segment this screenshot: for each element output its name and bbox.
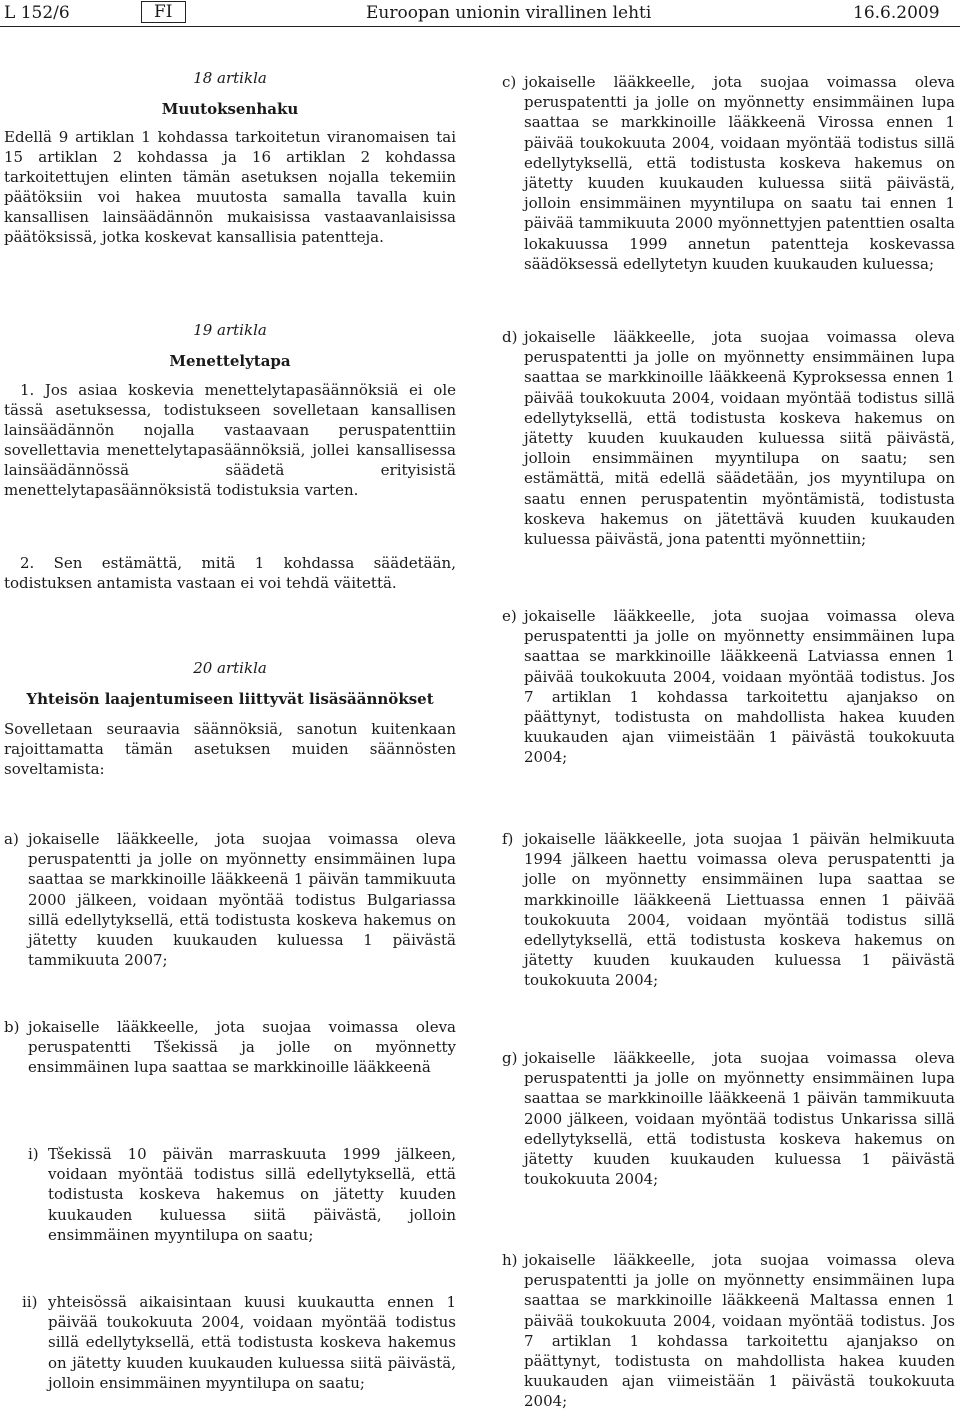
list-item-d (502, 327, 955, 549)
item-label: h) (502, 1251, 518, 1269)
item-label: d) (502, 328, 518, 346)
article-18-text: Edellä 9 artiklan 1 kohdassa tarkoitetun viranomaisen tai 15 artiklan 2 kohdassa ja 16 artiklan 2 kohdassa tarkoitettujen elinten tämän asetuksen nojalla tekemiin päätöksiin voi hakea muutosta samalla tavalla kuin kansallisen lainsäädännön mukaisissa vastaavanlaisissa päätöksissä, jotka koskevat kansallisia patentteja. (4, 128, 456, 246)
item-text: jokaiselle lääkkeelle, jota suojaa voimassa oleva peruspatentti ja jolle on myönnetty ensimmäinen lupa saattaa se markkinoille lääkkeenä 1 päivän tammikuuta 2000 jälkeen, voidaan myöntää todistus Bulgariassa sillä edellytyksellä, että todistusta koskeva hakemus on jätetty kuuden kuukauden kuluessa 1 päivästä tammikuuta 2007; (28, 830, 456, 970)
article-20-title: Yhteisön laajentumiseen liittyvät lisäsäännökset (26, 690, 434, 708)
article-20-intro: Sovelletaan seuraavia säännöksiä, sanotun kuitenkaan rajoittamatta tämän asetuksen muiden säännösten soveltamista: (4, 720, 456, 778)
item-label: e) (502, 607, 517, 625)
publication-date: 16.6.2009 (853, 3, 940, 23)
item-text: jokaiselle lääkkeelle, jota suojaa voimassa oleva peruspatentti ja jolle on myönnetty ensimmäinen lupa saattaa se markkinoille lääkkeenä Virossa ennen 1 päivää toukokuuta 2004, voidaan myöntää todistus sillä edellytyksellä, että todistusta koskeva hakemus on jätetty kuuden kuukauden kuluessa siitä päivästä, jolloin ensimmäinen myyntilupa on saatu tai ennen 1 päivää tammikuuta 2000 myönnettyjen patenttien osalta lokakuussa 1999 annetun patentteja koskevassa säädöksessä edellytetyn kuuden kuukauden kuluessa; (524, 73, 955, 273)
article-19-paragraph-2: 2. Sen estämättä, mitä 1 kohdassa säädetään, todistuksen antamista vastaan ei voi tehdä väitettä. (4, 554, 456, 592)
item-text: jokaiselle lääkkeelle, jota suojaa 1 päivän helmikuuta 1994 jälkeen haettu voimassa oleva peruspatentti ja jolle on myönnetty ensimmäinen lupa saattaa se markkinoille lääkkeenä Liettuassa ennen 1 päivää toukokuuta 2004, voidaan myöntää todistus sillä edellytyksellä, että todistusta koskeva hakemus on jätetty kuuden kuukauden kuluessa 1 päivästä toukokuuta 2004; (524, 830, 955, 990)
article-19-title: Menettelytapa (169, 352, 291, 370)
article-18-title: Muutoksenhaku (161, 100, 299, 118)
item-label: i) (28, 1145, 39, 1163)
article-19-paragraph-1: 1. Jos asiaa koskevia menettelytapasäännöksiä ei ole tässä asetuksessa, todistukseen sovelletaan kansallisen lainsäädännön nojalla vastaavaan peruspatenttiin sovellettavia menettelytapasäännöksiä, jollei kansallisessa lainsäädännössä säädetä erityisistä menettelytapasäännöksistä todistuksia varten. (4, 381, 456, 499)
item-label: b) (4, 1018, 20, 1036)
journal-title: Euroopan unionin virallinen lehti (366, 3, 652, 23)
item-label: c) (502, 73, 517, 91)
list-item-c (502, 72, 955, 274)
item-text: yhteisössä aikaisintaan kuusi kuukautta ennen 1 päivää toukokuuta 2004, voidaan myöntää todistus sillä edellytyksellä, että todistusta koskeva hakemus on jätetty kuuden kuukauden kuluessa siitä päivästä, jolloin ensimmäinen myyntilupa on saatu; (48, 1293, 456, 1392)
list-item-g (502, 1048, 955, 1189)
article-20-number: 20 artikla (193, 659, 267, 677)
item-label: a) (4, 830, 19, 848)
article-18-number: 18 artikla (193, 69, 267, 87)
item-text: jokaiselle lääkkeelle, jota suojaa voimassa oleva peruspatentti ja jolle on myönnetty ensimmäinen lupa saattaa se markkinoille lääkkeenä Kyproksessa ennen 1 päivää toukokuuta 2004, voidaan myöntää todistus sillä edellytyksellä, että todistusta koskeva hakemus on jätetty kuuden kuukauden kuluessa siitä päivästä, jolloin ensimmäinen myyntilupa on saatu; sen estämättä, mitä edellä säädetään, jos myyntilupa on saatu ennen peruspatentin myöntämistä, todistusta koskeva hakemus on jätettävä kuuden kuukauden kuluessa päivästä, jona patentti myönnettiin; (524, 328, 955, 549)
journal-header (0, 0, 960, 32)
list-item-h (502, 1250, 955, 1412)
item-label: f) (502, 830, 514, 848)
item-text: jokaiselle lääkkeelle, jota suojaa voimassa oleva peruspatentti ja jolle on myönnetty ensimmäinen lupa saattaa se markkinoille lääkkeenä Latviassa ennen 1 päivää toukokuuta 2004, voidaan myöntää todistus. Jos 7 artiklan 1 kohdassa tarkoitettu ajanjakso on päättynyt, todistusta on mahdollista hakea kuuden kuukauden ajan viimeistään 1 päivästä toukokuuta 2004; (524, 607, 955, 767)
list-item-f (502, 829, 955, 991)
list-item-b (4, 1017, 456, 1078)
item-label: ii) (22, 1293, 38, 1311)
list-item-e (502, 606, 955, 768)
list-item-b-ii (22, 1292, 456, 1393)
item-label: g) (502, 1049, 518, 1067)
header-rule (0, 26, 960, 27)
item-text: Tšekissä 10 päivän marraskuuta 1999 jälkeen, voidaan myöntää todistus sillä edellytyksellä, että todistusta koskeva hakemus on jätetty kuuden kuukauden kuluessa siitä päivästä, jolloin ensimmäinen myyntilupa on saatu; (48, 1145, 456, 1244)
article-19-number: 19 artikla (193, 321, 267, 339)
page-reference: L 152/6 (4, 3, 70, 23)
item-text: jokaiselle lääkkeelle, jota suojaa voimassa oleva peruspatentti ja jolle on myönnetty ensimmäinen lupa saattaa se markkinoille lääkkeenä 1 päivän tammikuuta 2000 jälkeen, voidaan myöntää todistus Unkarissa sillä edellytyksellä, että todistusta koskeva hakemus on jätetty kuuden kuukauden kuluessa 1 päivästä toukokuuta 2004; (524, 1049, 955, 1189)
item-text: jokaiselle lääkkeelle, jota suojaa voimassa oleva peruspatentti Tšekissä ja jolle on myönnetty ensimmäinen lupa saattaa se markkinoille lääkkeenä (28, 1018, 456, 1077)
item-text: jokaiselle lääkkeelle, jota suojaa voimassa oleva peruspatentti ja jolle on myönnetty ensimmäinen lupa saattaa se markkinoille lääkkeenä Maltassa ennen 1 päivää toukokuuta 2004, voidaan myöntää todistus. Jos 7 artiklan 1 kohdassa tarkoitettu ajanjakso on päättynyt, todistusta on mahdollista hakea kuuden kuukauden ajan viimeistään 1 päivästä toukokuuta 2004; (524, 1251, 955, 1411)
language-badge: FI (141, 1, 186, 23)
list-item-b-i (28, 1144, 456, 1245)
list-item-a (4, 829, 456, 970)
